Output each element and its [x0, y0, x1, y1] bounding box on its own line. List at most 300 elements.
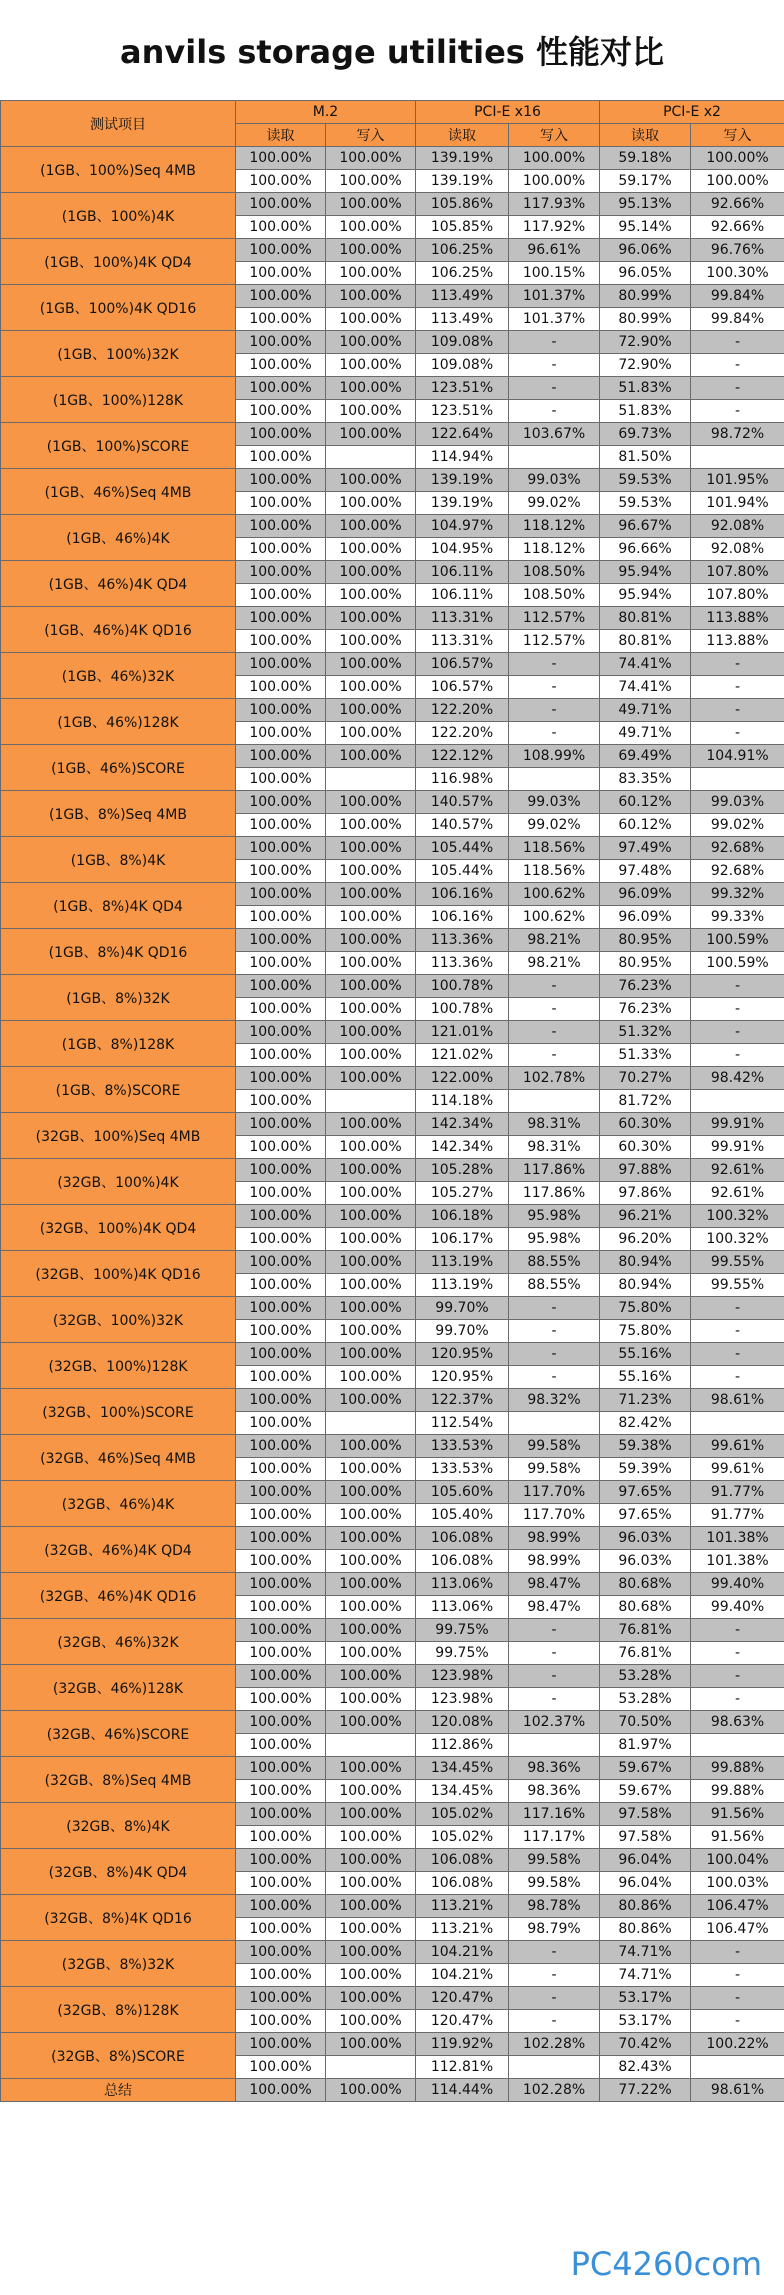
header-write: 写入 [326, 124, 416, 147]
test-item-label: (32GB、100%)4K QD16 [1, 1251, 236, 1297]
value-cell: 104.91% [691, 745, 784, 768]
value-cell: - [509, 1021, 600, 1044]
value-cell: 98.63% [691, 1711, 784, 1734]
value-cell: 100.00% [326, 607, 416, 630]
table-row [1, 1573, 784, 1596]
value-cell: - [691, 722, 784, 745]
value-cell: 88.55% [509, 1251, 600, 1274]
value-cell: 100.00% [236, 1297, 326, 1320]
value-cell: 99.55% [691, 1274, 784, 1297]
value-cell: 51.32% [600, 1021, 691, 1044]
value-cell: 80.99% [600, 308, 691, 331]
value-cell: - [509, 1343, 600, 1366]
performance-table [0, 100, 784, 2102]
table-row [1, 699, 784, 722]
table-row [1, 1343, 784, 1366]
value-cell: 116.98% [416, 768, 509, 791]
value-cell: 100.00% [236, 216, 326, 239]
value-cell: 100.00% [236, 1550, 326, 1573]
value-cell: 98.61% [691, 1389, 784, 1412]
value-cell: 98.47% [509, 1573, 600, 1596]
value-cell: 59.67% [600, 1780, 691, 1803]
value-cell: 100.00% [326, 1389, 416, 1412]
value-cell: 106.11% [416, 584, 509, 607]
value-cell: - [509, 331, 600, 354]
test-item-label: (32GB、8%)128K [1, 1987, 236, 2033]
value-cell [326, 1734, 416, 1757]
value-cell: 97.49% [600, 837, 691, 860]
value-cell: 119.92% [416, 2033, 509, 2056]
table-row [1, 285, 784, 308]
summary-value: 114.44% [416, 2079, 509, 2102]
value-cell: 59.39% [600, 1458, 691, 1481]
value-cell: 70.42% [600, 2033, 691, 2056]
value-cell [509, 1090, 600, 1113]
value-cell: 105.28% [416, 1159, 509, 1182]
value-cell: 101.94% [691, 492, 784, 515]
value-cell: 96.67% [600, 515, 691, 538]
value-cell: 105.27% [416, 1182, 509, 1205]
value-cell: 98.72% [691, 423, 784, 446]
value-cell: 117.93% [509, 193, 600, 216]
value-cell: 122.00% [416, 1067, 509, 1090]
value-cell: 100.00% [236, 170, 326, 193]
value-cell: 112.86% [416, 1734, 509, 1757]
value-cell: 100.00% [236, 584, 326, 607]
test-item-label: (1GB、100%)4K QD4 [1, 239, 236, 285]
value-cell: 96.03% [600, 1527, 691, 1550]
value-cell: 108.99% [509, 745, 600, 768]
value-cell: 100.00% [326, 308, 416, 331]
value-cell: 117.70% [509, 1504, 600, 1527]
value-cell: 113.49% [416, 308, 509, 331]
value-cell: 100.00% [236, 1964, 326, 1987]
value-cell: 100.00% [236, 1021, 326, 1044]
table-row [1, 561, 784, 584]
value-cell [326, 768, 416, 791]
test-item-label: (32GB、100%)4K QD4 [1, 1205, 236, 1251]
value-cell: 82.43% [600, 2056, 691, 2079]
value-cell: 99.70% [416, 1320, 509, 1343]
table-row [1, 1021, 784, 1044]
value-cell: 55.16% [600, 1343, 691, 1366]
value-cell: 100.00% [236, 1734, 326, 1757]
value-cell: 100.00% [236, 1481, 326, 1504]
value-cell: 91.77% [691, 1504, 784, 1527]
header-read: 读取 [236, 124, 326, 147]
value-cell: 69.49% [600, 745, 691, 768]
value-cell: - [691, 1320, 784, 1343]
test-item-label: (1GB、8%)SCORE [1, 1067, 236, 1113]
value-cell: 118.12% [509, 515, 600, 538]
value-cell: 100.00% [236, 285, 326, 308]
test-item-label: (1GB、100%)Seq 4MB [1, 147, 236, 193]
value-cell: 95.13% [600, 193, 691, 216]
value-cell: 102.28% [509, 2033, 600, 2056]
value-cell: - [509, 1665, 600, 1688]
value-cell: 98.78% [509, 1895, 600, 1918]
value-cell: - [691, 1688, 784, 1711]
value-cell: 117.70% [509, 1481, 600, 1504]
value-cell: 92.66% [691, 216, 784, 239]
value-cell: - [691, 1044, 784, 1067]
value-cell: 100.00% [236, 1228, 326, 1251]
value-cell: - [509, 1297, 600, 1320]
test-item-label: (32GB、46%)4K [1, 1481, 236, 1527]
test-item-label: (32GB、46%)Seq 4MB [1, 1435, 236, 1481]
value-cell: 96.66% [600, 538, 691, 561]
value-cell: 100.00% [326, 1826, 416, 1849]
value-cell: - [509, 1619, 600, 1642]
value-cell: 100.59% [691, 952, 784, 975]
value-cell: 100.32% [691, 1205, 784, 1228]
value-cell: - [509, 1987, 600, 2010]
value-cell: 139.19% [416, 170, 509, 193]
value-cell [326, 446, 416, 469]
value-cell: 100.00% [326, 722, 416, 745]
table-row [1, 147, 784, 170]
table-row [1, 239, 784, 262]
value-cell: 80.95% [600, 929, 691, 952]
value-cell: 100.00% [326, 1941, 416, 1964]
value-cell: 100.00% [236, 446, 326, 469]
value-cell: 99.70% [416, 1297, 509, 1320]
value-cell: 100.00% [236, 561, 326, 584]
value-cell: 99.75% [416, 1642, 509, 1665]
value-cell: 106.18% [416, 1205, 509, 1228]
value-cell: - [691, 1021, 784, 1044]
value-cell: 139.19% [416, 147, 509, 170]
value-cell: 113.36% [416, 952, 509, 975]
value-cell: 113.88% [691, 630, 784, 653]
value-cell: 97.58% [600, 1803, 691, 1826]
value-cell: 123.98% [416, 1665, 509, 1688]
value-cell: 59.18% [600, 147, 691, 170]
value-cell: 113.49% [416, 285, 509, 308]
value-cell: 101.95% [691, 469, 784, 492]
table-row [1, 1251, 784, 1274]
test-item-label: (1GB、100%)128K [1, 377, 236, 423]
value-cell: 80.99% [600, 285, 691, 308]
value-cell: 107.80% [691, 561, 784, 584]
value-cell: 76.23% [600, 975, 691, 998]
test-item-label: (1GB、100%)4K [1, 193, 236, 239]
value-cell: 98.21% [509, 929, 600, 952]
value-cell [691, 446, 784, 469]
value-cell: 99.84% [691, 308, 784, 331]
value-cell: 105.85% [416, 216, 509, 239]
value-cell: 100.00% [326, 285, 416, 308]
value-cell: - [509, 676, 600, 699]
value-cell: 100.00% [509, 147, 600, 170]
table-row [1, 837, 784, 860]
value-cell: 100.00% [326, 1297, 416, 1320]
value-cell: 123.51% [416, 400, 509, 423]
value-cell: - [691, 1987, 784, 2010]
value-cell: 59.38% [600, 1435, 691, 1458]
value-cell: - [691, 1297, 784, 1320]
value-cell: 80.81% [600, 607, 691, 630]
value-cell: 100.00% [236, 1458, 326, 1481]
test-item-label: (32GB、46%)32K [1, 1619, 236, 1665]
value-cell: 96.76% [691, 239, 784, 262]
value-cell: 100.00% [326, 1665, 416, 1688]
value-cell: 100.00% [236, 1941, 326, 1964]
value-cell: - [691, 377, 784, 400]
value-cell: 100.22% [691, 2033, 784, 2056]
value-cell: 92.61% [691, 1182, 784, 1205]
value-cell: - [691, 699, 784, 722]
value-cell: 100.00% [236, 354, 326, 377]
test-item-label: (1GB、46%)4K [1, 515, 236, 561]
value-cell: 53.17% [600, 2010, 691, 2033]
value-cell: 97.58% [600, 1826, 691, 1849]
value-cell: 100.00% [326, 837, 416, 860]
value-cell: 100.00% [326, 1113, 416, 1136]
value-cell: 98.99% [509, 1527, 600, 1550]
value-cell: 123.51% [416, 377, 509, 400]
summary-value: 100.00% [236, 2079, 326, 2102]
summary-value: 100.00% [326, 2079, 416, 2102]
value-cell: 99.75% [416, 1619, 509, 1642]
value-cell: 100.00% [326, 883, 416, 906]
value-cell: 97.48% [600, 860, 691, 883]
value-cell: 100.00% [326, 1504, 416, 1527]
value-cell: 100.00% [236, 1205, 326, 1228]
value-cell: 99.88% [691, 1757, 784, 1780]
value-cell: 100.62% [509, 883, 600, 906]
value-cell: 99.03% [691, 791, 784, 814]
value-cell: 106.25% [416, 239, 509, 262]
value-cell: 100.00% [236, 1895, 326, 1918]
value-cell: 100.00% [236, 1343, 326, 1366]
value-cell: 112.57% [509, 630, 600, 653]
value-cell: 100.00% [326, 791, 416, 814]
value-cell: 97.88% [600, 1159, 691, 1182]
value-cell: 51.33% [600, 1044, 691, 1067]
value-cell [691, 768, 784, 791]
value-cell: 100.00% [326, 1067, 416, 1090]
value-cell: 92.68% [691, 837, 784, 860]
value-cell: 100.00% [236, 1803, 326, 1826]
value-cell: 100.00% [326, 2033, 416, 2056]
value-cell: 51.83% [600, 400, 691, 423]
value-cell: 100.00% [326, 1182, 416, 1205]
value-cell: 102.37% [509, 1711, 600, 1734]
summary-value: 102.28% [509, 2079, 600, 2102]
value-cell: 100.00% [236, 1366, 326, 1389]
value-cell: 122.20% [416, 722, 509, 745]
value-cell: 100.00% [236, 400, 326, 423]
value-cell: 100.00% [326, 1320, 416, 1343]
table-row [1, 1619, 784, 1642]
value-cell: 76.81% [600, 1619, 691, 1642]
value-cell: 100.00% [236, 1504, 326, 1527]
value-cell: 113.31% [416, 607, 509, 630]
value-cell: 112.54% [416, 1412, 509, 1435]
value-cell: 101.38% [691, 1550, 784, 1573]
value-cell: 100.00% [326, 975, 416, 998]
value-cell: 99.58% [509, 1849, 600, 1872]
value-cell: 83.35% [600, 768, 691, 791]
value-cell: 53.28% [600, 1665, 691, 1688]
value-cell: 100.00% [236, 1987, 326, 2010]
value-cell: 100.00% [236, 193, 326, 216]
value-cell: 100.00% [236, 1274, 326, 1297]
value-cell: 113.19% [416, 1274, 509, 1297]
value-cell: 100.00% [326, 1964, 416, 1987]
value-cell: 100.00% [326, 515, 416, 538]
value-cell: 100.00% [236, 331, 326, 354]
value-cell [691, 1412, 784, 1435]
value-cell: 112.81% [416, 2056, 509, 2079]
test-item-label: (32GB、100%)32K [1, 1297, 236, 1343]
value-cell: 60.30% [600, 1136, 691, 1159]
page-title: anvils storage utilities 性能对比 [120, 33, 664, 71]
value-cell: 100.30% [691, 262, 784, 285]
value-cell: 105.60% [416, 1481, 509, 1504]
value-cell: 106.47% [691, 1918, 784, 1941]
value-cell: 105.44% [416, 837, 509, 860]
value-cell: 100.00% [236, 768, 326, 791]
value-cell: 100.00% [326, 377, 416, 400]
value-cell: 100.00% [236, 1435, 326, 1458]
value-cell: 100.00% [326, 1780, 416, 1803]
value-cell: 96.20% [600, 1228, 691, 1251]
value-cell: 100.00% [326, 1228, 416, 1251]
value-cell [691, 1090, 784, 1113]
value-cell: 51.83% [600, 377, 691, 400]
value-cell: 100.00% [236, 1044, 326, 1067]
test-item-label: (32GB、8%)4K QD16 [1, 1895, 236, 1941]
value-cell: 70.27% [600, 1067, 691, 1090]
value-cell: 108.50% [509, 561, 600, 584]
table-row [1, 1205, 784, 1228]
value-cell: 100.00% [326, 538, 416, 561]
value-cell: 98.47% [509, 1596, 600, 1619]
value-cell: - [509, 1044, 600, 1067]
table-row [1, 1481, 784, 1504]
value-cell: 72.90% [600, 354, 691, 377]
test-item-label: (32GB、100%)SCORE [1, 1389, 236, 1435]
value-cell: 100.00% [326, 676, 416, 699]
value-cell: 74.41% [600, 676, 691, 699]
value-cell: 81.97% [600, 1734, 691, 1757]
value-cell: 113.36% [416, 929, 509, 952]
value-cell: 105.40% [416, 1504, 509, 1527]
value-cell: - [691, 676, 784, 699]
value-cell: 100.00% [236, 1826, 326, 1849]
footer [0, 2185, 784, 2295]
table-row [1, 1159, 784, 1182]
value-cell: 100.00% [326, 630, 416, 653]
value-cell: 82.42% [600, 1412, 691, 1435]
value-cell: 100.15% [509, 262, 600, 285]
test-item-label: (32GB、100%)4K [1, 1159, 236, 1205]
header-read: 读取 [416, 124, 509, 147]
value-cell: 98.31% [509, 1113, 600, 1136]
value-cell: 109.08% [416, 331, 509, 354]
value-cell: 98.21% [509, 952, 600, 975]
table-row [1, 1113, 784, 1136]
value-cell: 99.03% [509, 791, 600, 814]
value-cell: 105.44% [416, 860, 509, 883]
value-cell: - [691, 331, 784, 354]
value-cell: 106.08% [416, 1849, 509, 1872]
value-cell: 98.36% [509, 1757, 600, 1780]
value-cell: 80.86% [600, 1895, 691, 1918]
value-cell: 100.00% [236, 469, 326, 492]
table-row [1, 653, 784, 676]
value-cell: - [691, 1343, 784, 1366]
value-cell: 100.00% [326, 1757, 416, 1780]
value-cell: 101.37% [509, 285, 600, 308]
value-cell: 105.02% [416, 1803, 509, 1826]
site-logo: PC4260com [570, 2245, 762, 2283]
value-cell: 100.00% [326, 1849, 416, 1872]
test-item-label: (32GB、8%)32K [1, 1941, 236, 1987]
value-cell: 100.00% [691, 170, 784, 193]
value-cell: 100.00% [326, 239, 416, 262]
value-cell: 100.00% [236, 1872, 326, 1895]
value-cell: 113.21% [416, 1895, 509, 1918]
table-row [1, 331, 784, 354]
value-cell: 100.00% [236, 998, 326, 1021]
value-cell: 49.71% [600, 699, 691, 722]
value-cell: 120.95% [416, 1343, 509, 1366]
table-row [1, 1711, 784, 1734]
value-cell: 100.00% [326, 1251, 416, 1274]
value-cell: 95.94% [600, 584, 691, 607]
value-cell: 100.00% [326, 423, 416, 446]
test-item-label: (1GB、8%)Seq 4MB [1, 791, 236, 837]
table-row [1, 469, 784, 492]
test-item-label: (32GB、100%)Seq 4MB [1, 1113, 236, 1159]
value-cell: 104.95% [416, 538, 509, 561]
value-cell: 80.86% [600, 1918, 691, 1941]
value-cell: 53.17% [600, 1987, 691, 2010]
table-row [1, 1297, 784, 1320]
value-cell: 100.00% [236, 423, 326, 446]
value-cell: 60.12% [600, 814, 691, 837]
value-cell: 103.67% [509, 423, 600, 446]
value-cell: 100.00% [326, 1366, 416, 1389]
value-cell: 100.00% [236, 975, 326, 998]
test-item-label: (1GB、46%)4K QD4 [1, 561, 236, 607]
value-cell: 118.12% [509, 538, 600, 561]
value-cell: 100.00% [326, 1481, 416, 1504]
value-cell: 60.30% [600, 1113, 691, 1136]
value-cell: 100.00% [236, 929, 326, 952]
value-cell: 120.95% [416, 1366, 509, 1389]
value-cell: 100.03% [691, 1872, 784, 1895]
test-item-label: (1GB、8%)32K [1, 975, 236, 1021]
value-cell: 100.00% [326, 1573, 416, 1596]
value-cell [509, 446, 600, 469]
value-cell: 76.81% [600, 1642, 691, 1665]
value-cell: 75.80% [600, 1320, 691, 1343]
table-row [1, 929, 784, 952]
value-cell: 100.00% [236, 1573, 326, 1596]
test-item-label: (32GB、8%)4K QD4 [1, 1849, 236, 1895]
value-cell: 100.00% [326, 1918, 416, 1941]
value-cell: 76.23% [600, 998, 691, 1021]
value-cell: 95.98% [509, 1205, 600, 1228]
value-cell: 100.00% [326, 193, 416, 216]
header-group-pcie-x2: PCI-E x2 [600, 101, 784, 124]
test-item-label: (1GB、46%)4K QD16 [1, 607, 236, 653]
value-cell: 100.00% [236, 377, 326, 400]
